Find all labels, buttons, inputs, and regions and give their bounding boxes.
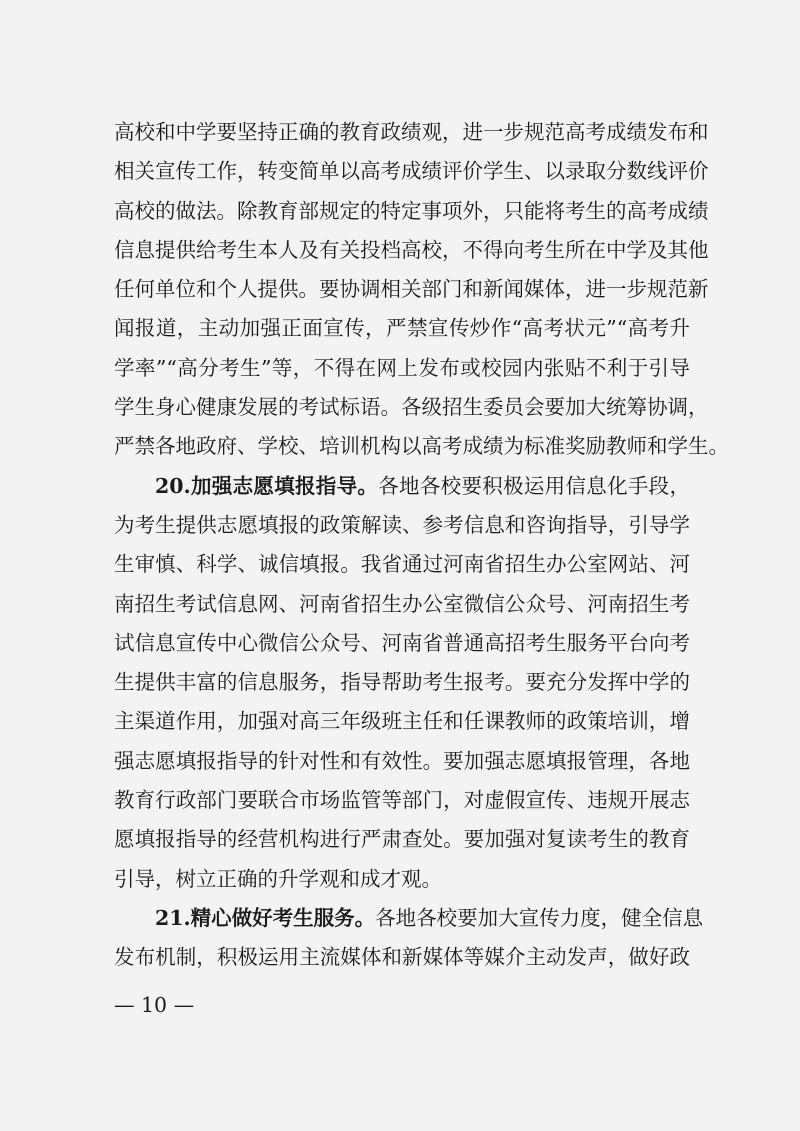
paragraph-candidate-service	[114, 899, 704, 978]
text-line: 主渠道作用，加强对高三年级班主任和任课教师的政策培训，增	[114, 709, 690, 734]
text-line: 任何单位和个人提供。要协调相关部门和新闻媒体，进一步规范新	[114, 277, 709, 302]
text-line: 生提供丰富的信息服务，指导帮助考生报考。要充分发挥中学的	[114, 670, 690, 695]
text-run: 各地各校要积极运用信息化手段，	[378, 473, 690, 498]
text-line: 为考生提供志愿填报的政策解读、参考信息和咨询指导，引导学	[114, 512, 690, 537]
text-line: 信息提供给考生本人及有关投档高校，不得向考生所在中学及其他	[114, 237, 709, 262]
text-line: 愿填报指导的经营机构进行严肃查处。要加强对复读考生的教育	[114, 827, 690, 852]
body-text	[114, 113, 729, 978]
text-line: 教育行政部门要联合市场监管等部门，对虚假宣传、违规开展志	[114, 788, 690, 813]
text-line: 相关宣传工作，转变简单以高考成绩评价学生、以录取分数线评价	[114, 159, 709, 184]
paragraph-volunteer-guidance	[114, 467, 690, 899]
section-heading-21: 21.精心做好考生服务。	[155, 905, 376, 930]
text-line: 发布机制，积极运用主流媒体和新媒体等媒介主动发声，做好政	[114, 945, 690, 970]
text-line: 高校的做法。除教育部规定的特定事项外，只能将考生的高考成绩	[114, 198, 709, 223]
page-number: — 10 —	[114, 993, 195, 1017]
text-line: 强志愿填报指导的针对性和有效性。要加强志愿填报管理，各地	[114, 748, 690, 773]
text-line: 高校和中学要坚持正确的教育政绩观，进一步规范高考成绩发布和	[114, 120, 709, 144]
text-line: 南招生考试信息网、河南省招生办公室微信公众号、河南招生考	[114, 591, 690, 616]
text-run: 各地各校要加大宣传力度，健全信息	[375, 905, 704, 930]
text-line: 引导，树立正确的升学观和成才观。	[114, 866, 442, 891]
text-line: 学生身心健康发展的考试标语。各级招生委员会要加大统筹协调，	[114, 395, 709, 420]
text-line-first	[114, 899, 704, 938]
text-line: 生审慎、科学、诚信填报。我省通过河南省招生办公室网站、河	[114, 552, 690, 577]
section-heading-20: 20.加强志愿填报指导。	[155, 473, 379, 498]
text-line: 学率”“高分考生”等，不得在网上发布或校园内张贴不利于引导	[114, 355, 690, 380]
text-line: 试信息宣传中心微信公众号、河南省普通高招考生服务平台向考	[114, 630, 690, 655]
text-line: 严禁各地政府、学校、培训机构以高考成绩为标准奖励教师和学生。	[114, 434, 729, 459]
text-line: 闻报道，主动加强正面宣传，严禁宣传炒作“高考状元”“高考升	[114, 316, 690, 341]
paragraph-exam-results-publicity	[114, 113, 729, 467]
text-line-first	[114, 467, 690, 506]
